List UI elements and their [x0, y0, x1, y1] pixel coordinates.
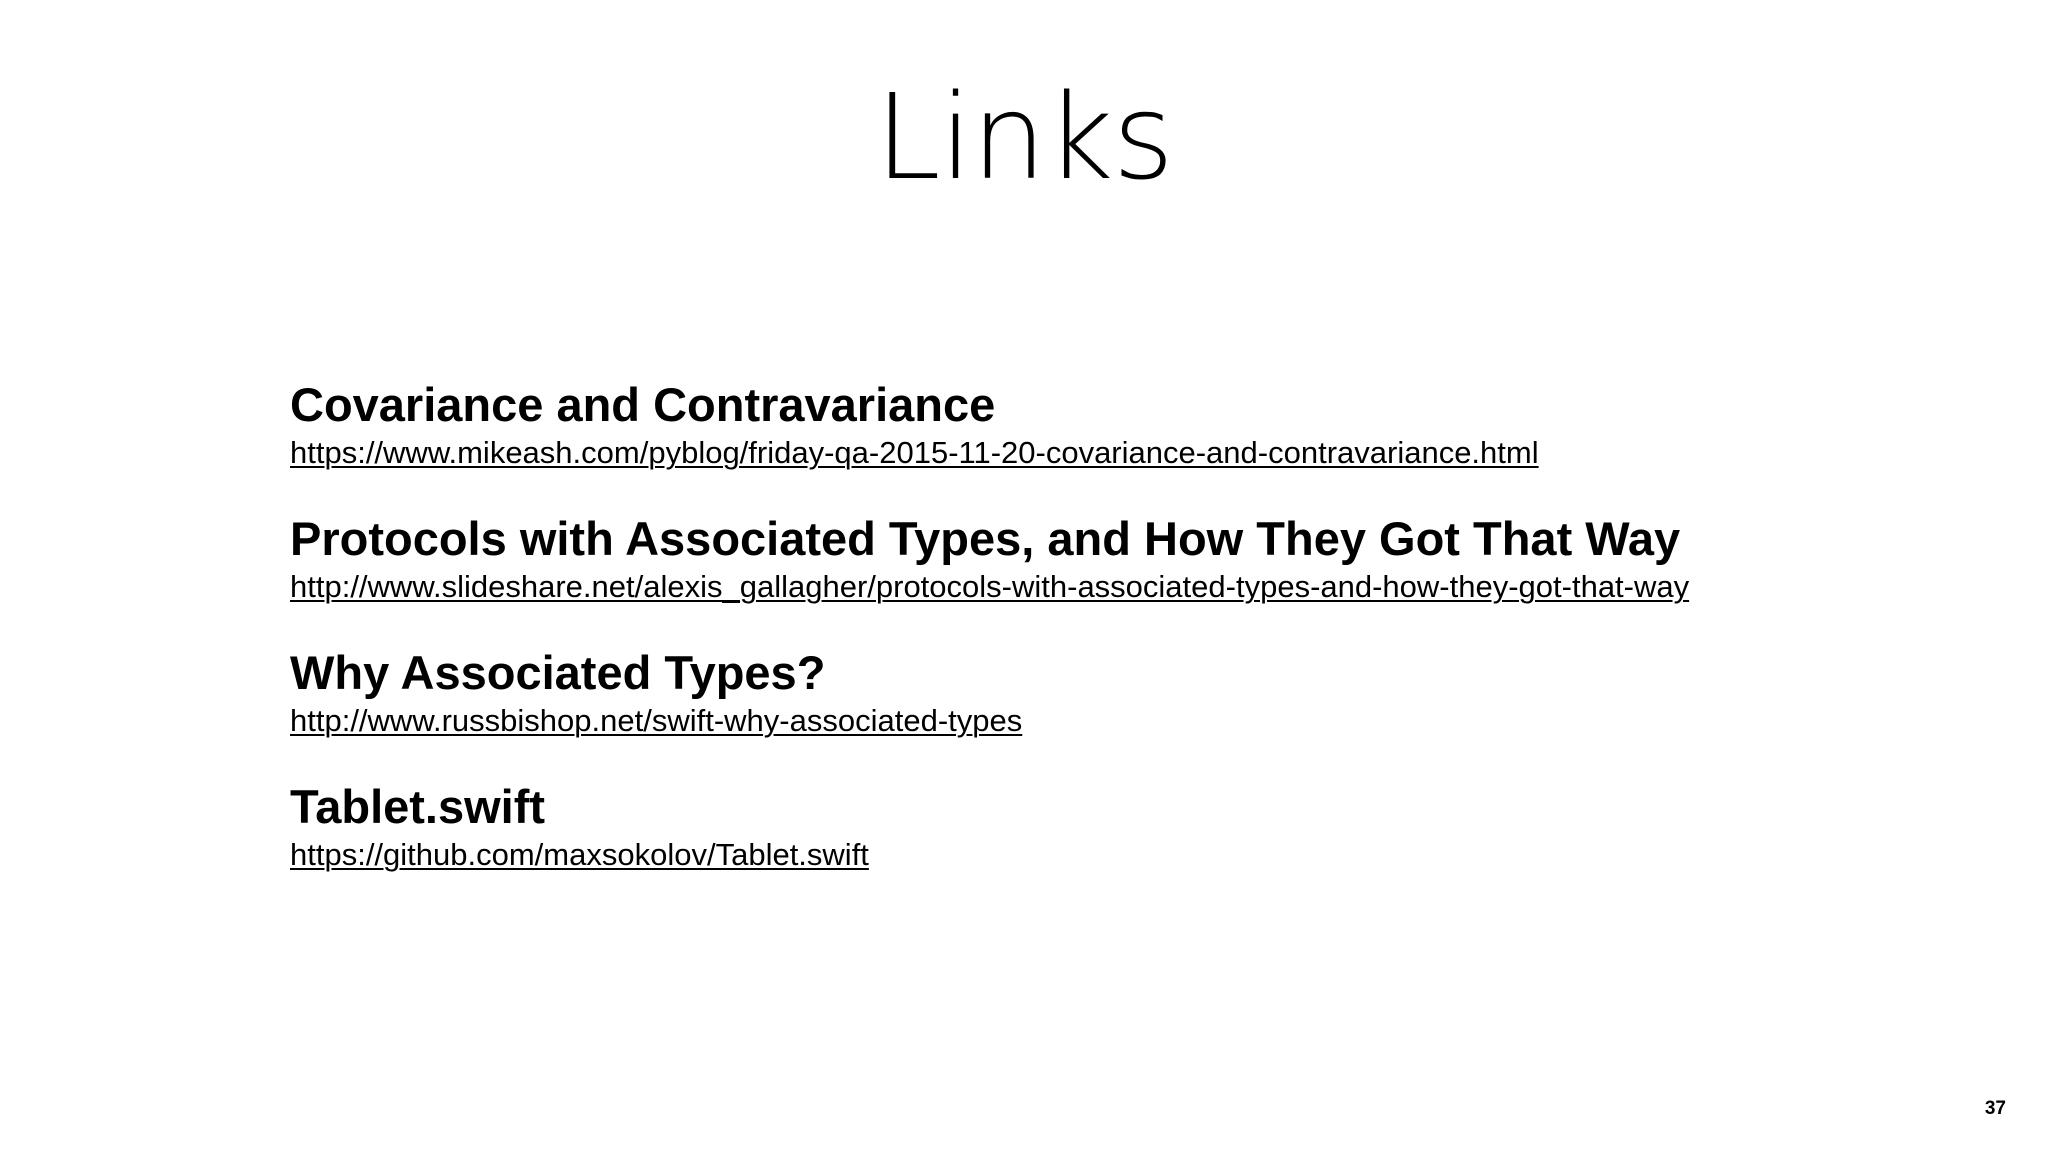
- link-item-tablet-swift: [290, 780, 1990, 914]
- link-heading: Protocols with Associated Types, and How They Got That Way: [290, 512, 1681, 565]
- link-item-protocols: [290, 512, 1990, 646]
- link-heading: Why Associated Types?: [290, 646, 826, 699]
- link-list: [290, 378, 1990, 914]
- link-heading: Tablet.swift: [290, 780, 546, 833]
- link-url[interactable]: http://www.slideshare.net/alexis_gallagher/protocols-with-associated-types-and-how-they-got-that-way: [290, 569, 1690, 604]
- link-item-covariance: [290, 378, 1990, 512]
- slide-number: 37: [1984, 1098, 2006, 1119]
- link-item-why-associated-types: [290, 646, 1990, 780]
- link-url[interactable]: https://www.mikeash.com/pyblog/friday-qa-2015-11-20-covariance-and-contravariance.html: [290, 435, 1539, 470]
- slide-title: Links: [874, 68, 1174, 206]
- link-url[interactable]: http://www.russbishop.net/swift-why-associated-types: [290, 703, 1023, 738]
- link-url[interactable]: https://github.com/maxsokolov/Tablet.swift: [290, 837, 869, 872]
- link-heading: Covariance and Contravariance: [290, 378, 996, 431]
